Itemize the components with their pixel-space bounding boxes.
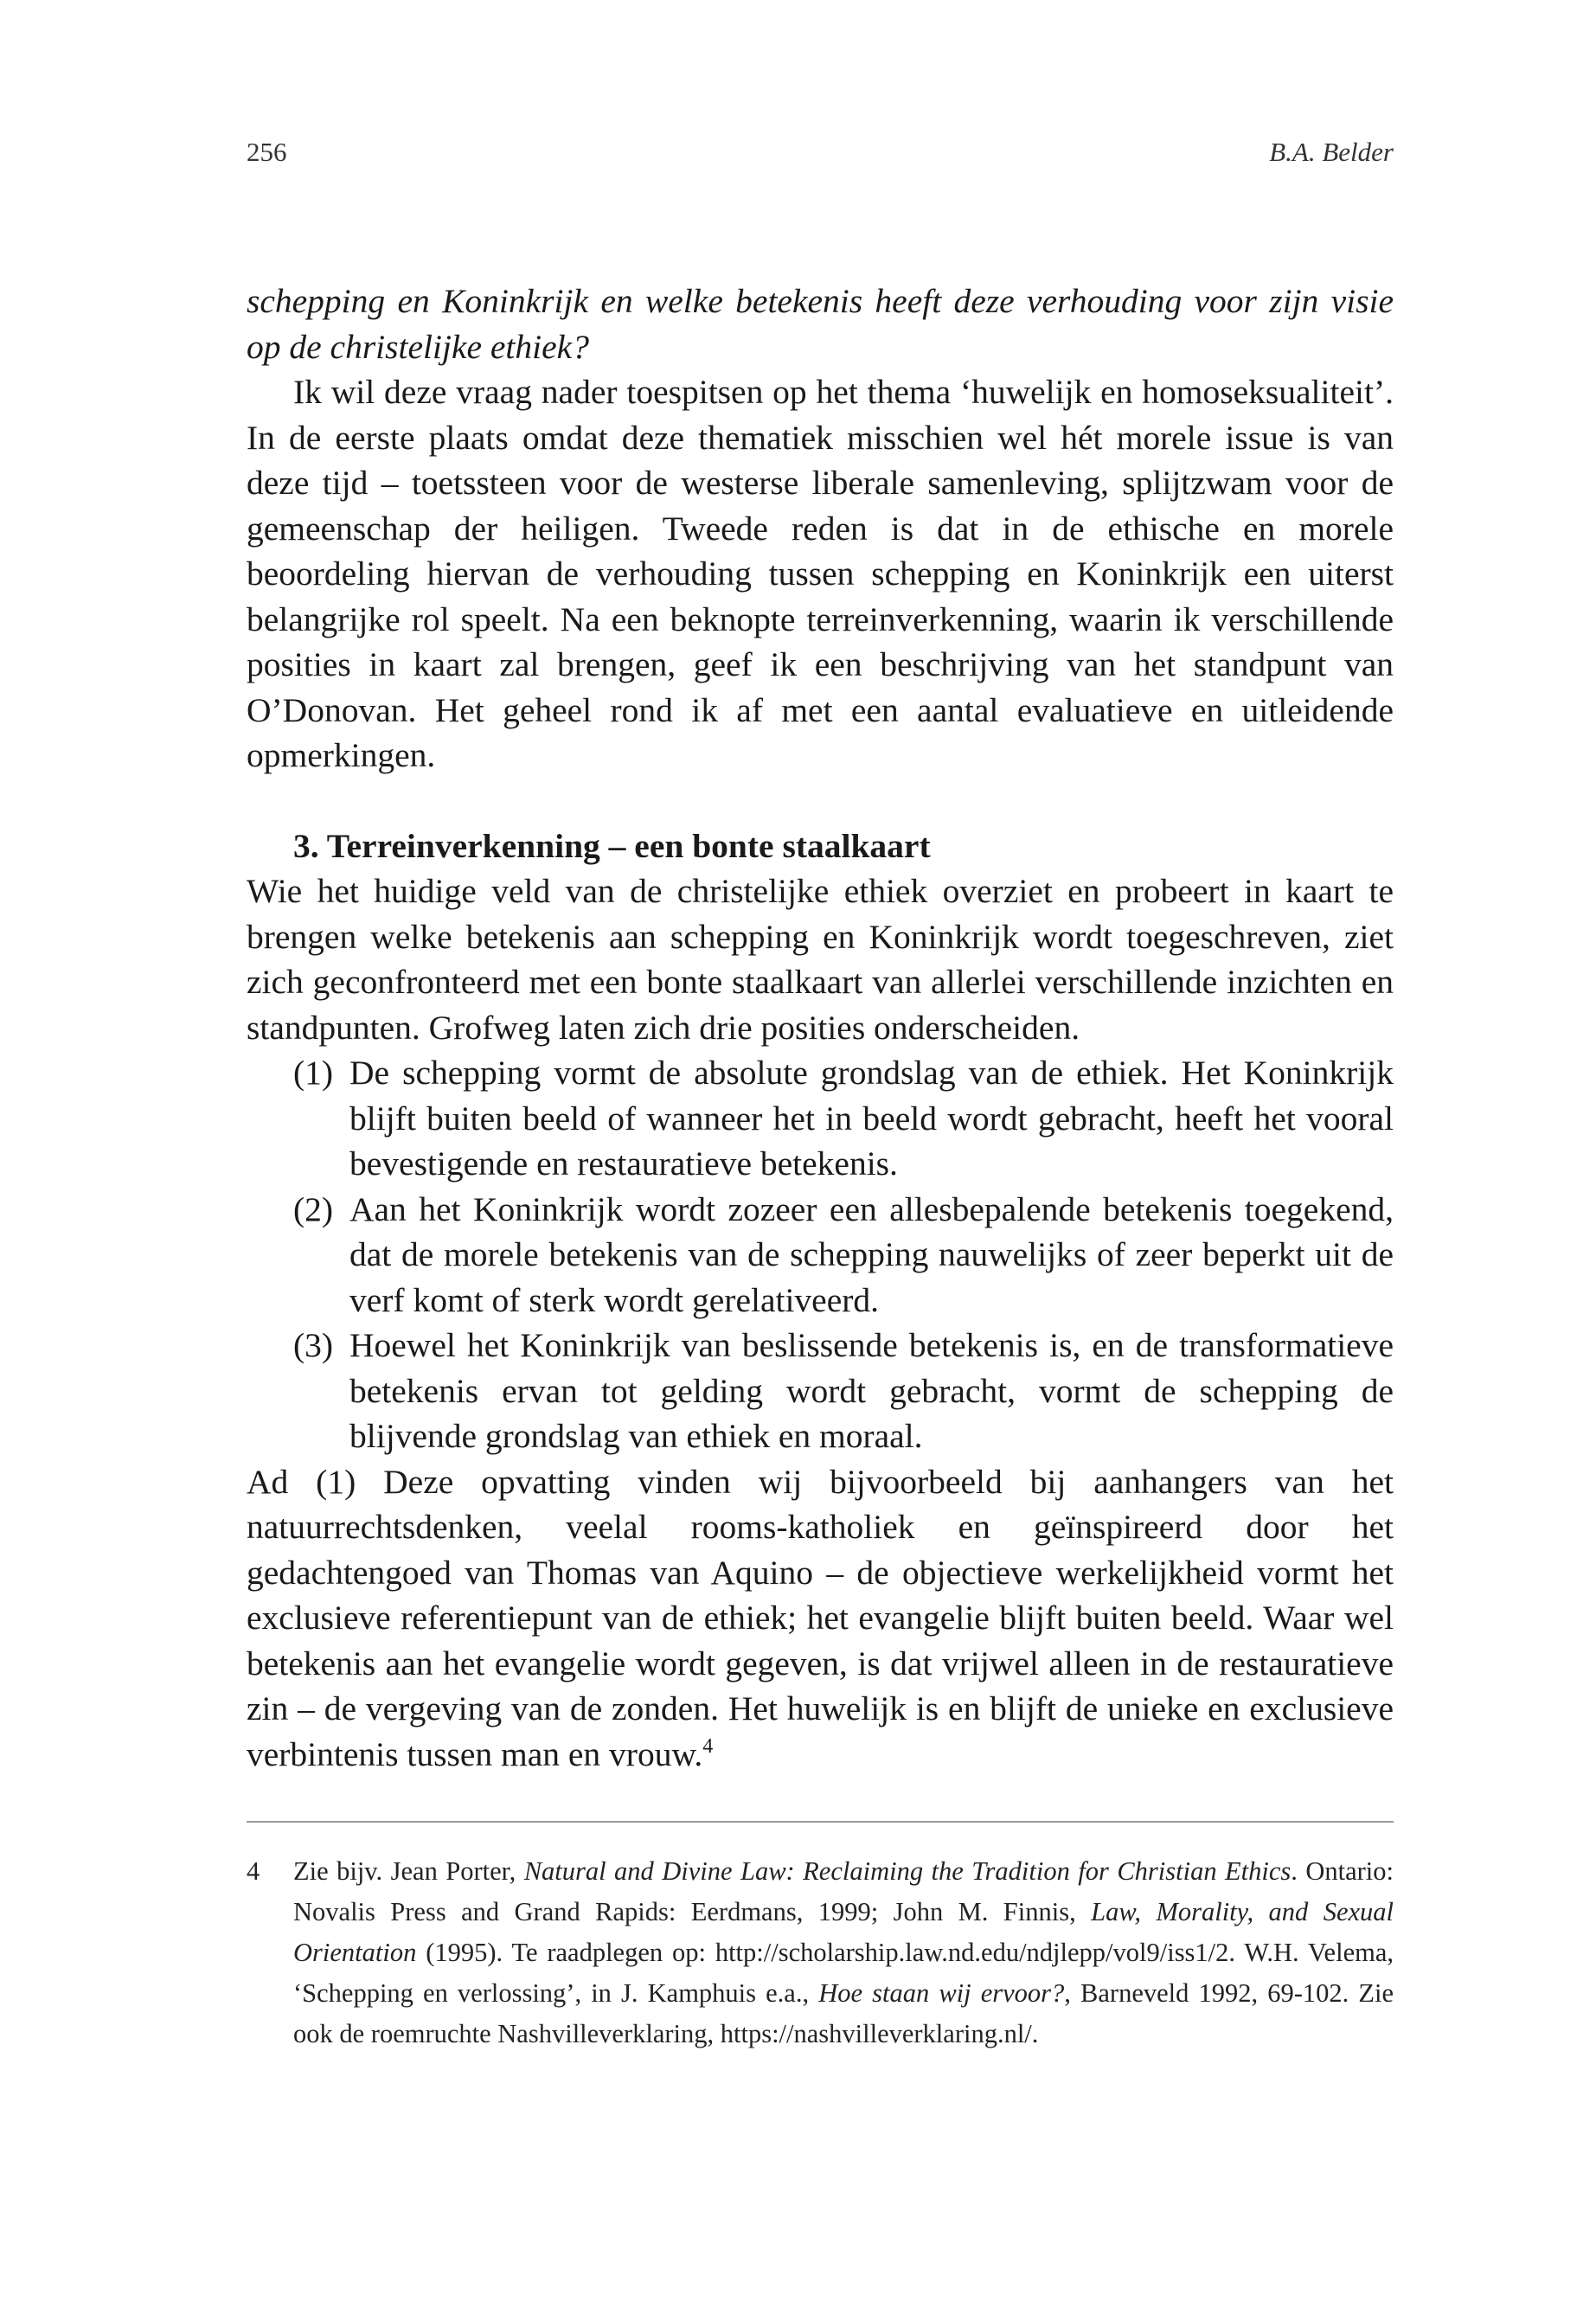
footnote-title-kamphuis: Hoe staan wij ervoor?	[818, 1978, 1065, 2008]
position-number: (2)	[293, 1189, 334, 1228]
main-text	[247, 279, 1394, 1777]
positions-list	[247, 1050, 1394, 1459]
position-item	[293, 1050, 1394, 1187]
footnote-title-finnis: Law, Morality, and Sexual Orientation	[293, 1897, 1394, 1967]
paragraph-ad-1-text: Ad (1) Deze opvatting vinden wij bijvoorbeeld bij aanhangers van het natuurrechtsdenken, veelal rooms-katholiek en geïnspireerd door het gedachtengoed van Thomas van Aquino – de objectieve werkelijkheid vormt het exclusieve referentiepunt van de ethiek; het evangelie blijft buiten beeld. Waar wel betekenis aan het evangelie wordt gegeven, is dat vrijwel alleen in de restauratieve zin – de vergeving van de zonden. Het huwelijk is en blijft de unieke en exclusieve verbintenis tussen man en vrouw.	[247, 1462, 1394, 1773]
position-number: (3)	[293, 1326, 334, 1364]
footnote-reference[interactable]: 4	[702, 1734, 714, 1758]
footnote	[247, 1851, 1394, 2054]
research-question: schepping en Koninkrijk en welke betekenis heeft deze verhouding voor zijn visie op de christelijke ethiek?	[247, 282, 1394, 366]
position-text: Hoewel het Koninkrijk van beslissende betekenis is, en de transformatieve betekenis ervan tot gelding wordt gebracht, vormt de schepping de blijvende grondslag van ethiek en moraal.	[349, 1326, 1394, 1455]
position-text: Aan het Koninkrijk wordt zozeer een allesbepalende betekenis toegekend, dat de morele betekenis van de schepping nauwelijks of zeer beperkt uit de verf komt of sterk wordt gerelativeerd.	[349, 1189, 1394, 1319]
position-item	[293, 1187, 1394, 1324]
running-head-author: B.A. Belder	[1269, 137, 1394, 167]
position-text: De schepping vormt de absolute grondslag van de ethiek. Het Koninkrijk blijft buiten beeld of wanneer het in beeld wordt gebracht, heeft het vooral bevestigende en restauratieve betekenis.	[349, 1054, 1394, 1183]
footnote-text	[293, 1851, 1394, 2054]
position-number: (1)	[293, 1054, 334, 1092]
section-heading: 3. Terreinverkenning – een bonte staalkaart	[293, 826, 931, 865]
footnote-segment: , Barneveld 1992, 69-102. Zie ook de roemruchte Nashvilleverklaring, https://nashvilleverklaring.nl/.	[293, 1978, 1394, 2048]
footnote-segment: . Ontario: Novalis Press and Grand Rapids: Eerdmans, 1999; John M. Finnis,	[293, 1856, 1394, 1926]
footnote-number: 4	[247, 1856, 260, 1886]
footnote-title-porter: Natural and Divine Law: Reclaiming the Tradition for Christian Ethics	[523, 1856, 1292, 1886]
paragraph-overview: Wie het huidige veld van de christelijke ethiek overziet en probeert in kaart te brengen welke betekenis aan schepping en Koninkrijk wordt toegeschreven, ziet zich geconfronteerd met een bonte staalkaart van allerlei verschillende inzichten en standpunten. Grofweg laten zich drie posities onderscheiden.	[247, 872, 1394, 1047]
footnote-segment: (1995). Te raadplegen op: http://scholarship.law.nd.edu/ndjlepp/vol9/iss1/2. W.H. Velema, ‘Schepping en verlossing’, in J. Kamphuis e.a.,	[293, 1938, 1394, 2008]
paragraph-intro: Ik wil deze vraag nader toespitsen op het thema ‘huwelijk en homoseksualiteit’. In de eerste plaats omdat deze thematiek misschien wel hét morele issue is van deze tijd – toetssteen voor de westerse liberale samenleving, splijtzwam voor de gemeenschap der heiligen. Tweede reden is dat in de ethische en morele beoordeling hiervan de verhouding tussen schepping en Koninkrijk een uiterst belangrijke rol speelt. Na een beknopte terreinverkenning, waarin ik verschillende posities in kaart zal brengen, geef ik een beschrijving van het standpunt van O’Donovan. Het geheel rond ik af met een aantal evaluatieve en uitleidende opmerkingen.	[247, 373, 1394, 774]
footnote-divider	[247, 1821, 1394, 1823]
footnote-segment: Zie bijv. Jean Porter,	[293, 1856, 524, 1886]
paragraph-ad-1	[247, 1459, 1394, 1778]
page-number: 256	[247, 137, 287, 167]
position-item	[293, 1323, 1394, 1459]
running-head	[247, 137, 1394, 168]
